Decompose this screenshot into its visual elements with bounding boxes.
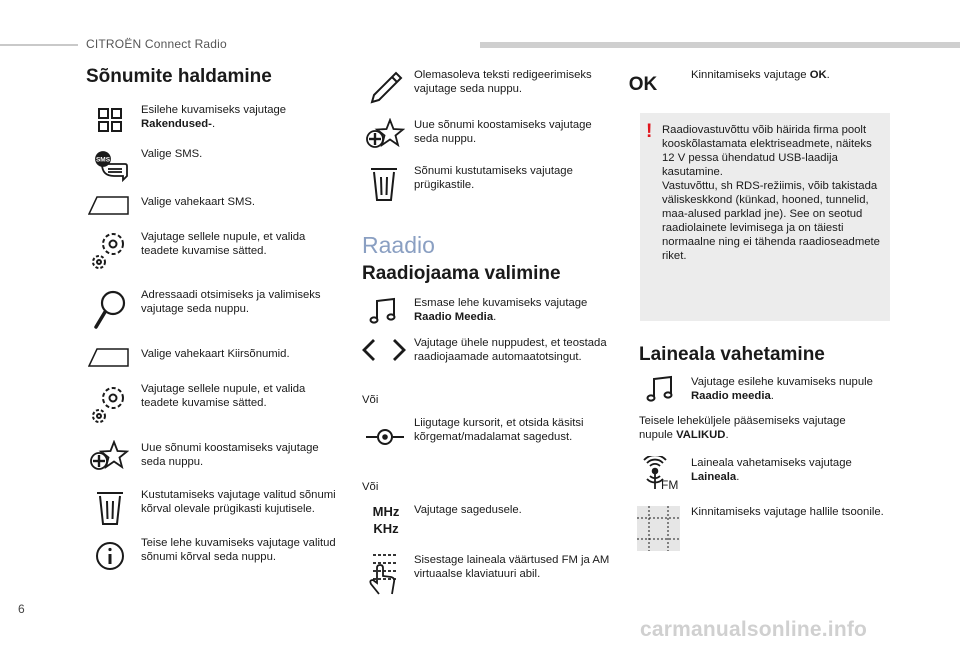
mhz-label: MHz [372, 504, 400, 519]
music-note-icon [645, 374, 675, 404]
band-paragraph: Teisele leheküljele pääsemiseks vajutage nupule VALIKUD. [639, 415, 846, 441]
page-number: 6 [18, 602, 25, 616]
msg-item-2: Valige vahekaart SMS. [141, 196, 256, 208]
subsection-title-station: Raadiojaama valimine [362, 263, 561, 284]
msg-item-0: Esilehe kuvamiseks vajutage Rakendused-. [141, 104, 287, 130]
radio-item-1: Vajutage ühele nuppudest, et teostada raadiojaamade automaatotsingut. [414, 337, 607, 363]
msg-item-9: Teise lehe kuvamiseks vajutage valitud sõnumi kõrval seda nuppu. [141, 537, 336, 563]
or-label-1: Või [362, 394, 379, 406]
arrows-icon [361, 337, 407, 363]
grey-zone-icon [637, 506, 680, 551]
band-item-1: Vajutage esilehe kuvamiseks nupule Raadio meedia. [691, 376, 873, 402]
col2-top-item-0: Olemasoleva teksti redigeerimiseks vajutage seda nuppu. [414, 69, 592, 95]
tab-icon [88, 194, 130, 216]
or-label-2: Või [362, 481, 379, 493]
ok-icon: OK [628, 74, 658, 95]
svg-text:SMS: SMS [95, 156, 111, 164]
msg-item-8: Kustutamiseks vajutage valitud sõnumi kõrval olevale prügikasti kujutisele. [141, 489, 336, 515]
msg-item-5: Valige vahekaart Kiirsõnumid. [141, 348, 290, 360]
gear-icon [91, 384, 127, 424]
pencil-icon [367, 70, 405, 106]
header-rule-left [0, 44, 78, 46]
msg-item-4: Adressaadi otsimiseks ja valimiseks vajutage seda nuppu. [141, 289, 321, 315]
music-note-icon [368, 296, 398, 326]
watermark: carmanualsonline.info [640, 618, 868, 641]
col2-top-item-2: Sõnumi kustutamiseks vajutage prügikastile. [414, 165, 573, 191]
slider-icon [365, 424, 405, 450]
info-icon [94, 540, 126, 572]
msg-item-7: Uue sõnumi koostamiseks vajutage seda nuppu. [141, 442, 319, 468]
warning-icon: ! [646, 121, 653, 142]
band-icon [641, 456, 681, 492]
radio-item-4: Sisestage laineala väärtused FM ja AM virtuaalse klaviatuuri abil. [414, 554, 610, 580]
brand-header: CITROËN Connect Radio [86, 37, 227, 51]
warning-note-text: Raadiovastuvõttu võib häirida firma poolt kooskõlastamata elektriseadmete, näiteks 12 V pessa ühendatud USB-laadija kasutamine. Vastuvõttu, sh RDS-režiimis, võib takistada väliskeskkond (künkad, hooned, tunnelid, maa-alused parklad jne). See on seotud raadiolainete levimisega ja on täiesti normaalne ning ei tähenda raadioseadmete riket. [662, 124, 880, 262]
sms-icon [92, 150, 128, 182]
section-title-messages: Sõnumite haldamine [86, 66, 272, 87]
tab-icon [88, 346, 130, 368]
search-icon [93, 290, 127, 330]
msg-item-6: Vajutage sellele nupule, et valida teadete kuvamise sätted. [141, 383, 306, 409]
ok-instruction: Kinnitamiseks vajutage OK. [691, 69, 830, 81]
col2-top-item-1: Uue sõnumi koostamiseks vajutage seda nuppu. [414, 119, 592, 145]
gear-icon [91, 230, 127, 270]
trash-icon [96, 490, 124, 526]
section-title-band: Laineala vahetamine [639, 344, 825, 365]
new-star-icon [364, 118, 406, 150]
trash-icon [370, 166, 398, 202]
new-star-icon [89, 440, 129, 472]
msg-item-3: Vajutage sellele nupule, et valida teadete kuvamise sätted. [141, 231, 306, 257]
radio-item-3: Vajutage sagedusele. [414, 504, 522, 516]
band-item-2: Laineala vahetamiseks vajutage Laineala. [691, 457, 852, 483]
radio-item-0: Esmase lehe kuvamiseks vajutage Raadio Meedia. [414, 297, 588, 323]
khz-label: KHz [373, 521, 399, 536]
band-item-3: Kinnitamiseks vajutage hallile tsoonile. [691, 506, 884, 518]
msg-item-1: Valige SMS. [141, 148, 203, 160]
section-title-radio: Raadio [362, 232, 435, 258]
mhz-khz-icon [369, 503, 403, 537]
svg-text:FM: FM [661, 478, 679, 492]
radio-item-2: Liigutage kursorit, et otsida käsitsi kõrgemat/madalamat sagedust. [414, 417, 584, 443]
keypad-icon [365, 552, 401, 596]
header-rule-right [480, 42, 960, 48]
grid-icon [96, 106, 124, 134]
